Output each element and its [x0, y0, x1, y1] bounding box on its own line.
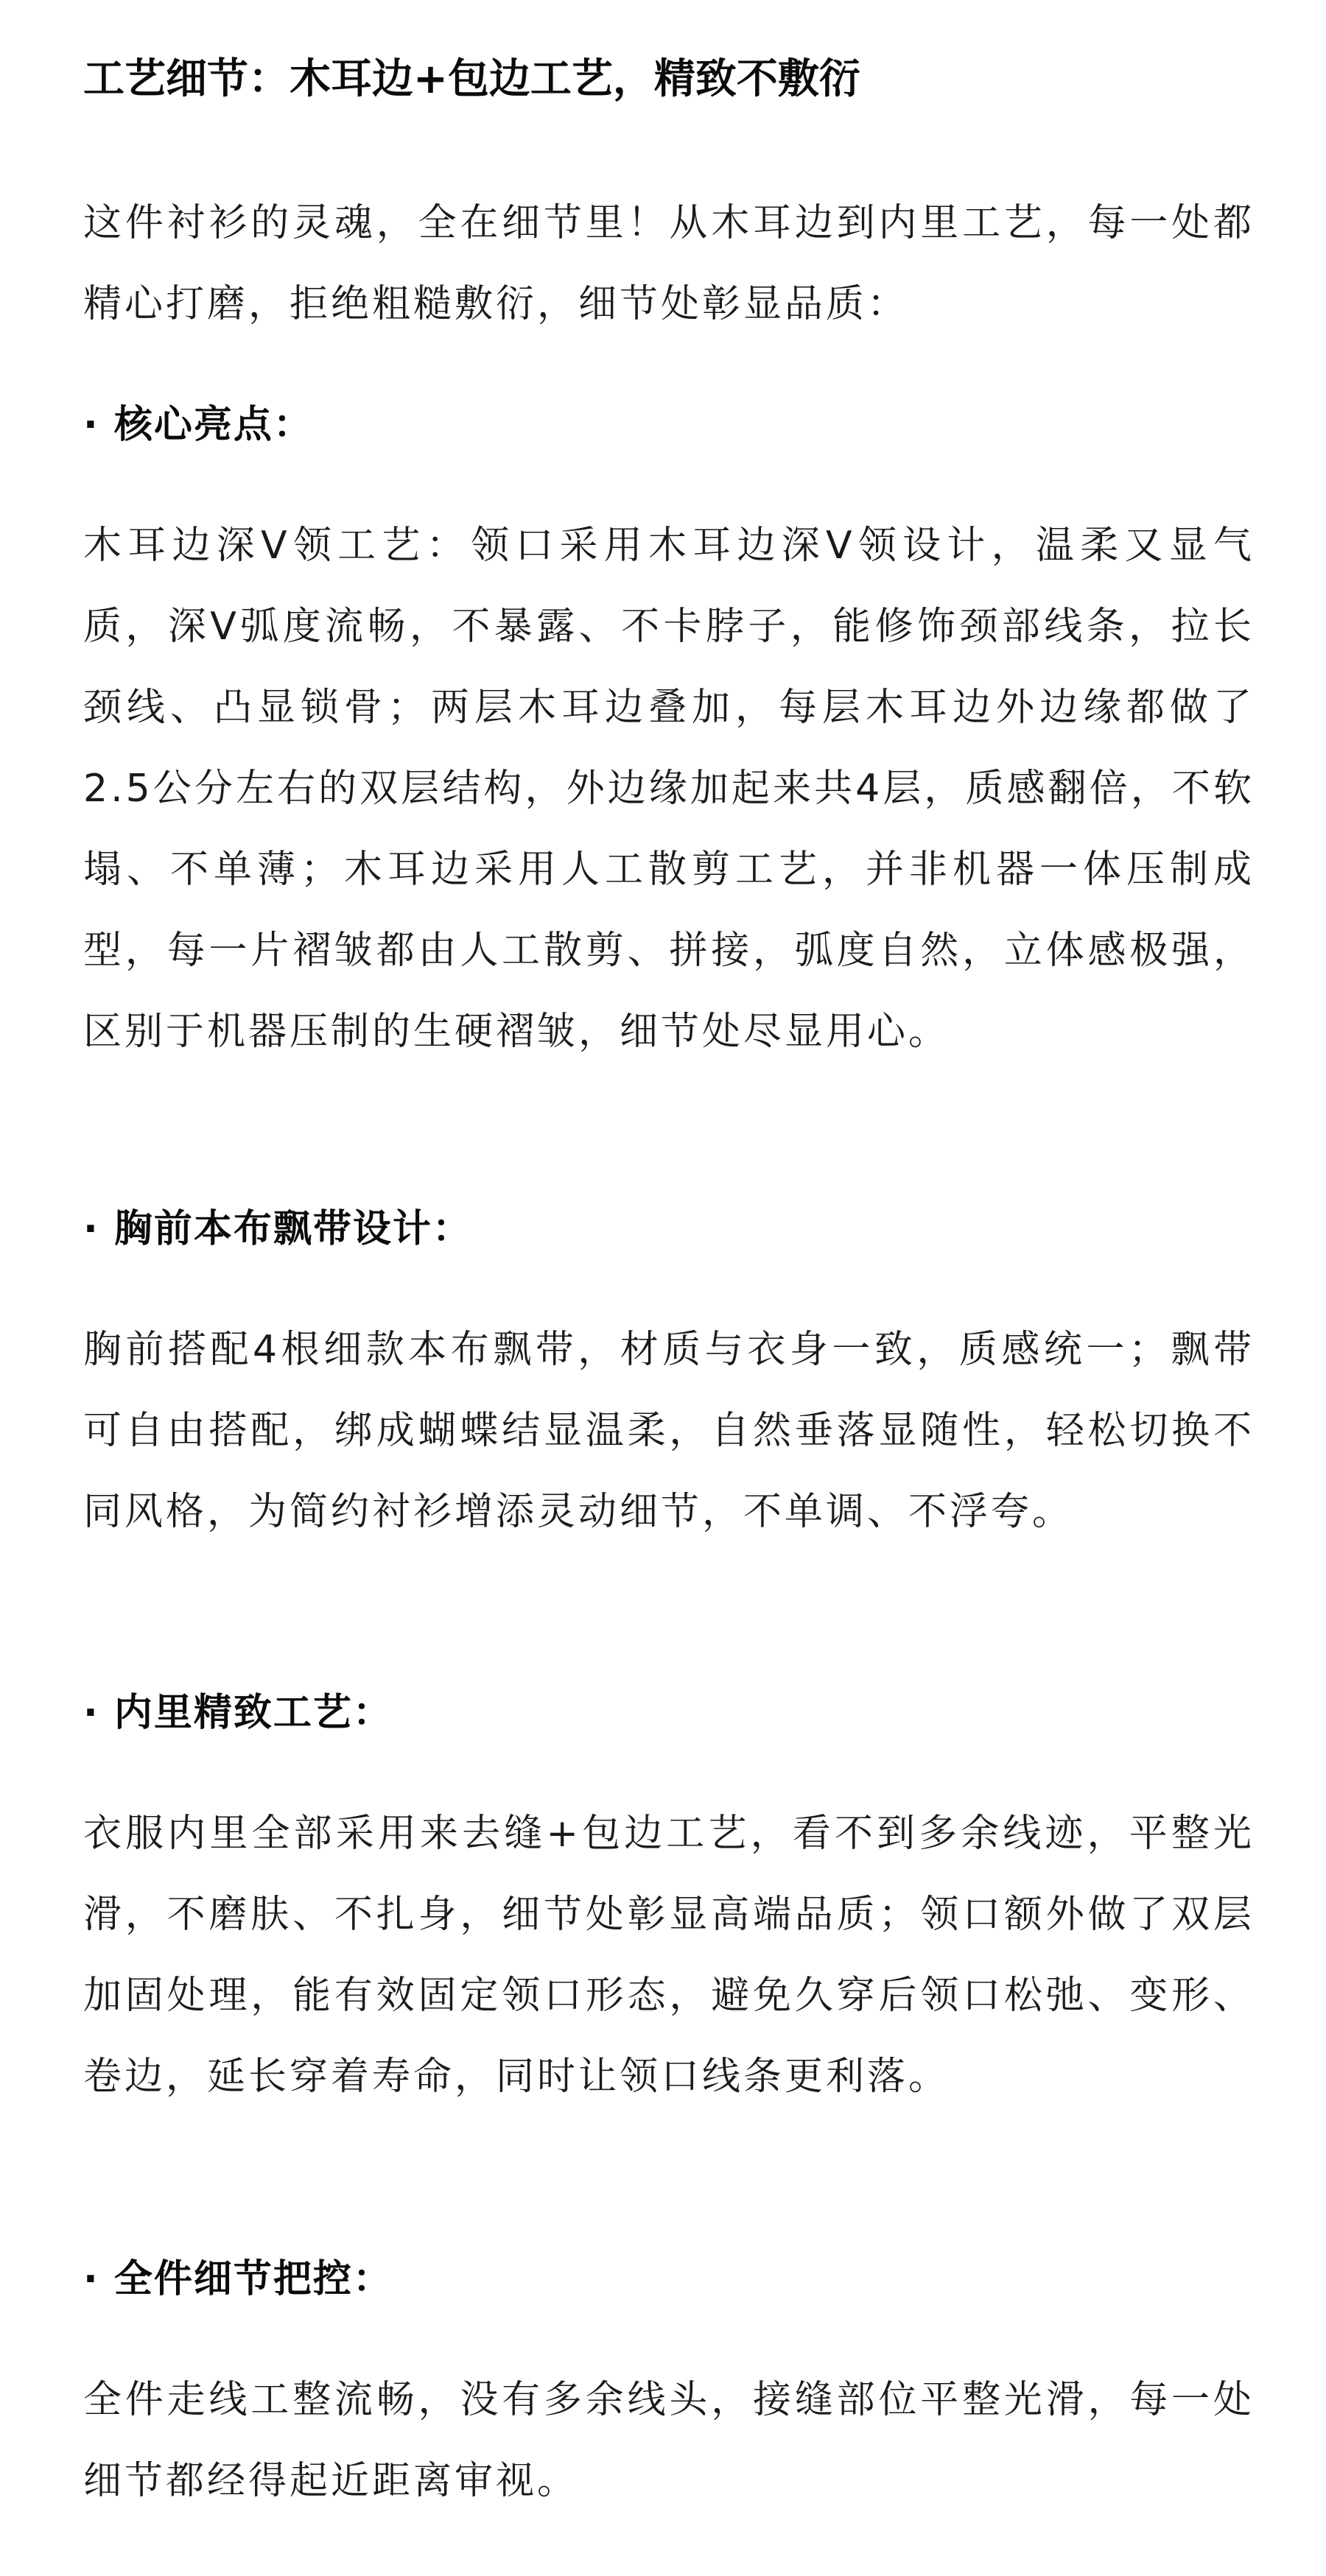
section-body-core-highlights: 木耳边深V领工艺：领口采用木耳边深V领设计，温柔又显气质，深V弧度流畅，不暴露、不卡脖子，能修饰颈部线条，拉长颈线、凸显锁骨；两层木耳边叠加，每层木耳边外边缘都做了2.5公分左右的双层结构，外边缘加起来共4层，质感翻倍，不软塌、不单薄；木耳边采用人工散剪工艺，并非机器一体压制成型，每一片褶皱都由人工散剪、拼接，弧度自然，立体感极强，区别于机器压制的生硬褶皱，细节处尽显用心。 — [83, 524, 1255, 1054]
section-heading-overall-detail: · 全件细节把控： — [83, 2257, 393, 2301]
section-heading-chest-ribbon: · 胸前本布飘带设计： — [83, 1207, 472, 1251]
section-body-chest-ribbon: 胸前搭配4根细款本布飘带，材质与衣身一致，质感统一；飘带可自由搭配，绑成蝴蝶结显温柔，自然垂落显随性，轻松切换不同风格，为简约衬衫增添灵动细节，不单调、不浮夸。 — [83, 1328, 1255, 1534]
section-heading-core-highlights: · 核心亮点： — [83, 403, 313, 447]
section-heading-inner-craft: · 内里精致工艺： — [83, 1691, 393, 1735]
section-body-overall-detail: 全件走线工整流畅，没有多余线头，接缝部位平整光滑，每一处细节都经得起近距离审视。 — [83, 2378, 1255, 2503]
section-body-inner-craft: 衣服内里全部采用来去缝+包边工艺，看不到多余线迹，平整光滑，不磨肤、不扎身，细节处彰显高端品质；领口额外做了双层加固处理，能有效固定领口形态，避免久穿后领口松弛、变形、卷边，延长穿着寿命，同时让领口线条更利落。 — [83, 1812, 1255, 2099]
article-title: 工艺细节：木耳边+包边工艺，精致不敷衍 — [83, 55, 860, 103]
intro-paragraph: 这件衬衫的灵魂，全在细节里！从木耳边到内里工艺，每一处都精心打磨，拒绝粗糙敷衍，细节处彰显品质： — [83, 201, 1255, 326]
